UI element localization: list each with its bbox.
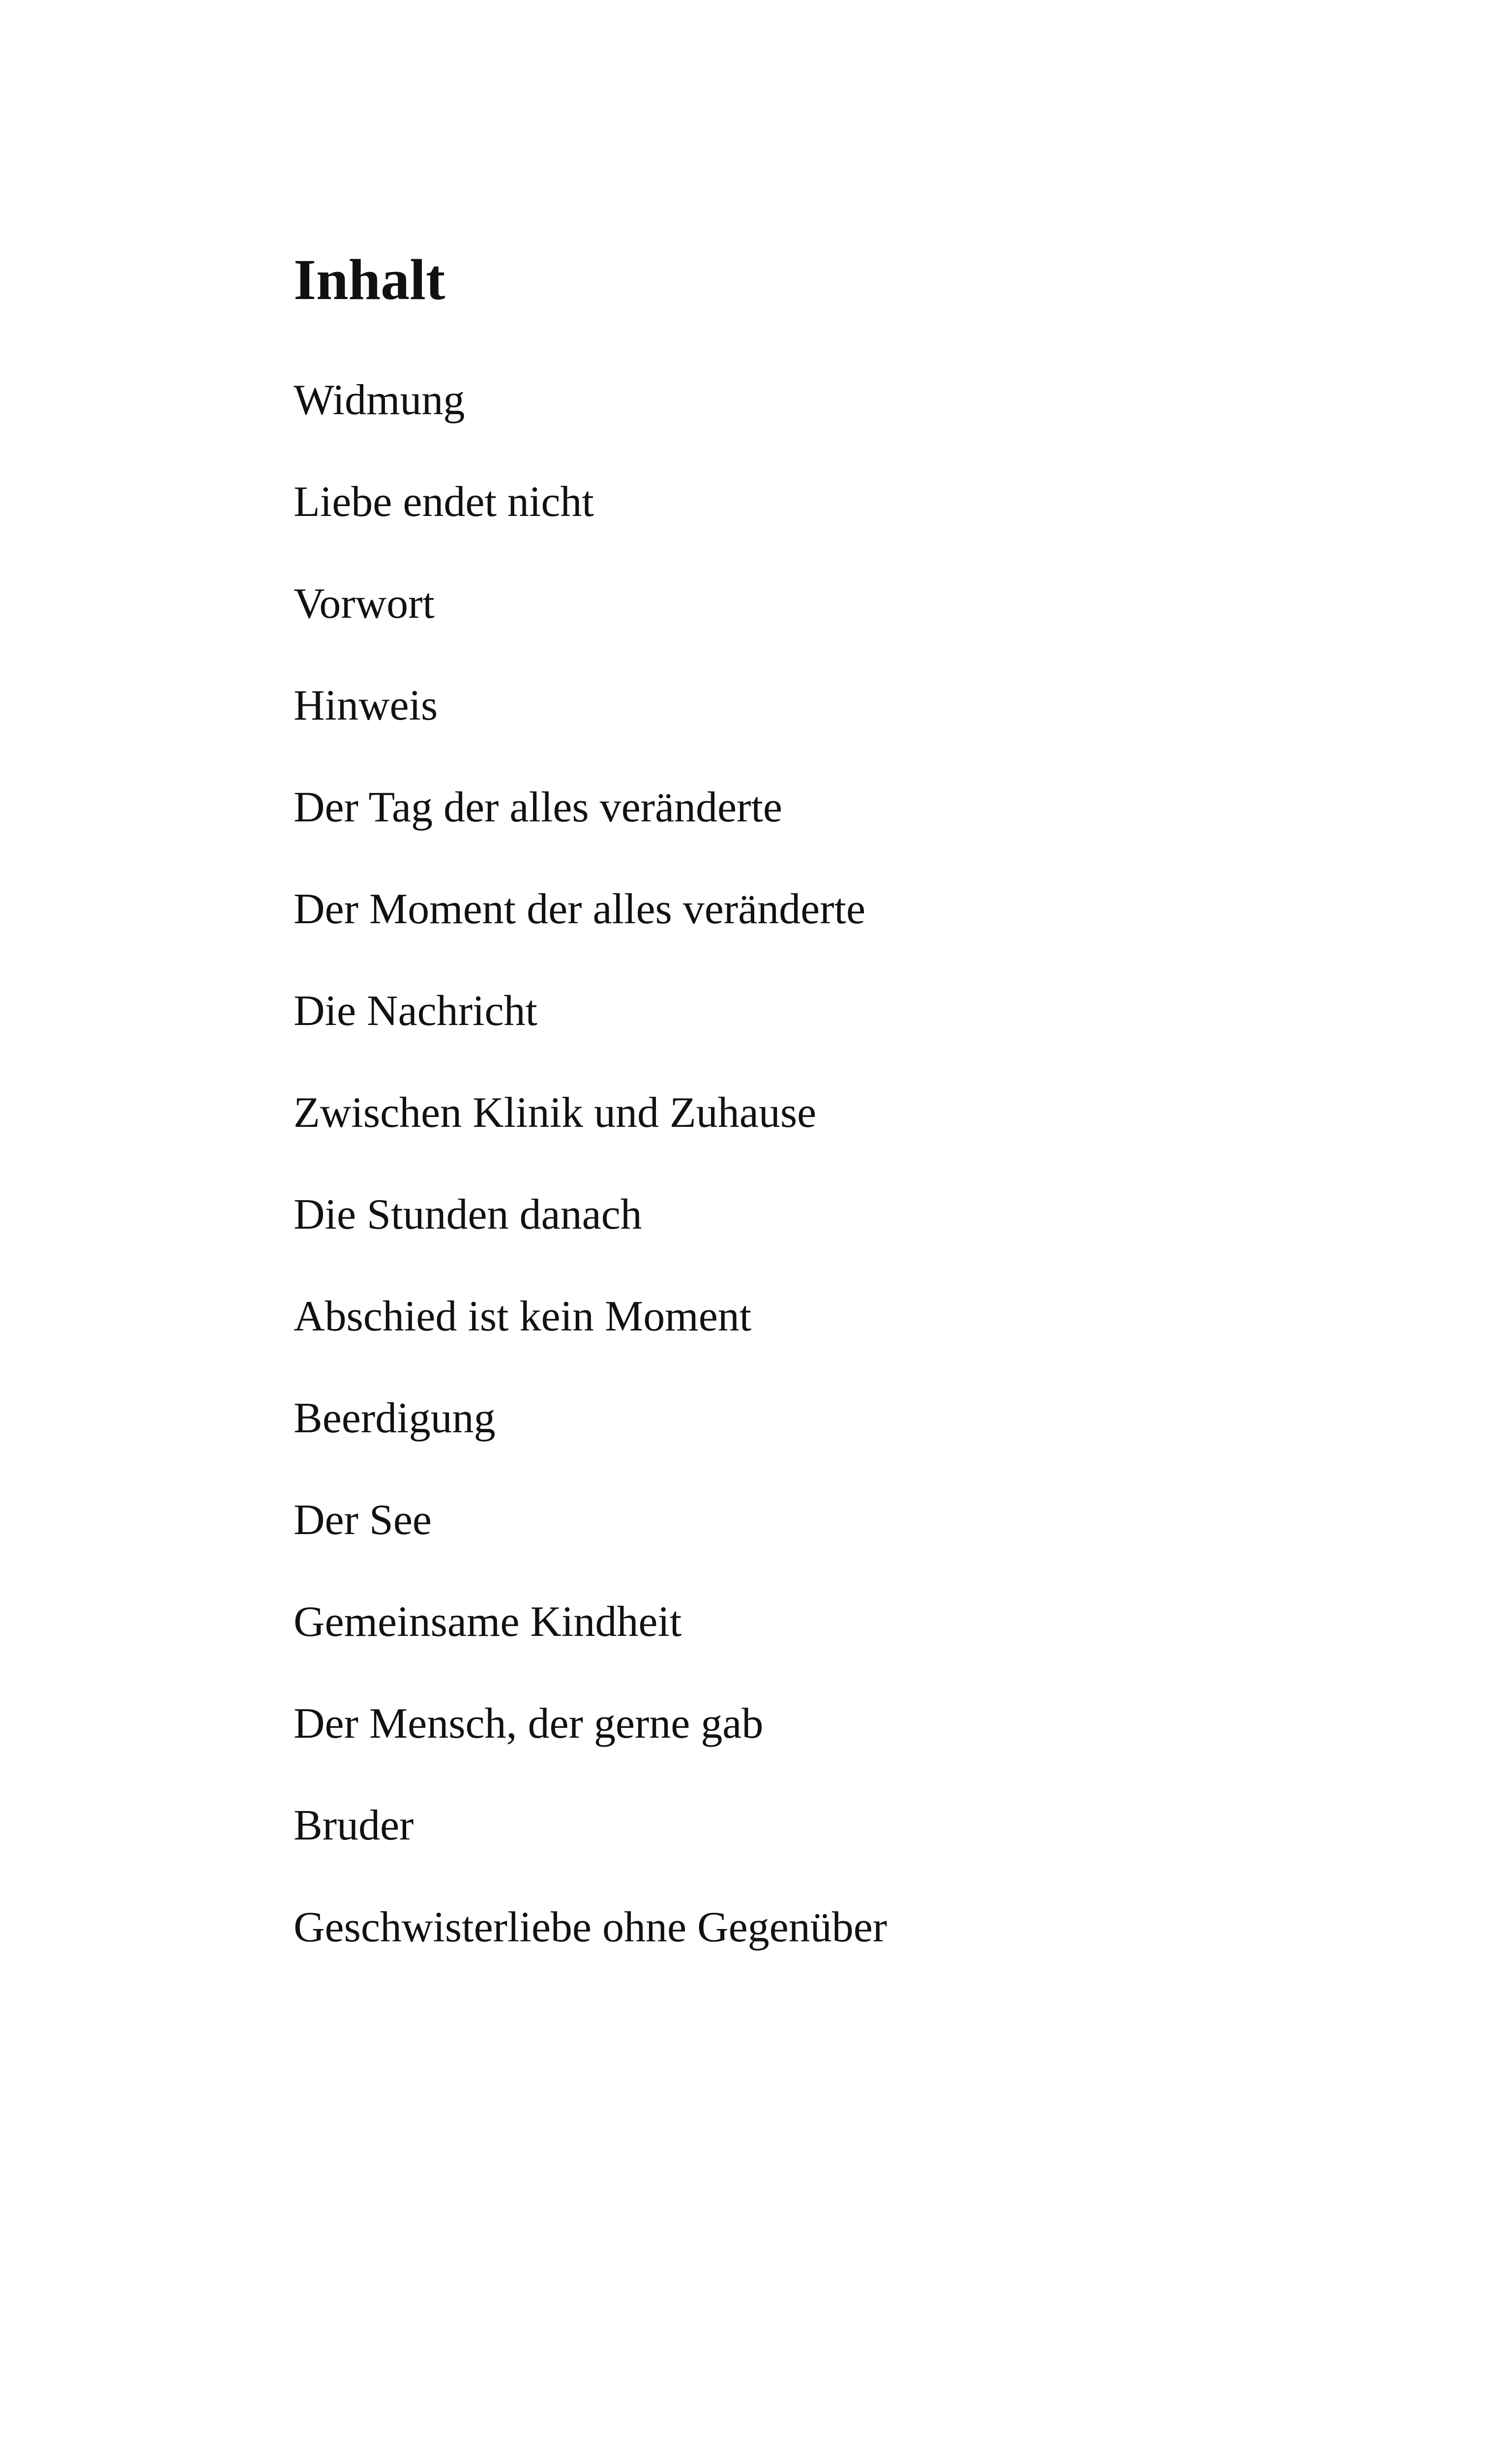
toc-item-liebe-endet-nicht[interactable]: Liebe endet nicht: [294, 478, 594, 526]
toc-item-abschied[interactable]: Abschied ist kein Moment: [294, 1293, 752, 1340]
toc-item-beerdigung[interactable]: Beerdigung: [294, 1394, 496, 1442]
toc-item-der-see[interactable]: Der See: [294, 1496, 432, 1544]
toc-item-der-moment[interactable]: Der Moment der alles veränderte: [294, 885, 866, 933]
toc-item-bruder[interactable]: Bruder: [294, 1802, 414, 1849]
toc-item-die-stunden-danach[interactable]: Die Stunden danach: [294, 1191, 642, 1238]
toc-item-die-nachricht[interactable]: Die Nachricht: [294, 987, 537, 1035]
toc-title: Inhalt: [294, 247, 445, 312]
toc-item-hinweis[interactable]: Hinweis: [294, 682, 438, 729]
toc-item-widmung[interactable]: Widmung: [294, 376, 465, 424]
toc-item-der-mensch[interactable]: Der Mensch, der gerne gab: [294, 1700, 764, 1748]
toc-item-zwischen-klinik[interactable]: Zwischen Klinik und Zuhause: [294, 1089, 817, 1137]
toc-item-der-tag[interactable]: Der Tag der alles veränderte: [294, 784, 782, 831]
toc-list: [294, 376, 888, 2008]
toc-item-geschwisterliebe[interactable]: Geschwisterliebe ohne Gegenüber: [294, 1903, 888, 1951]
toc-item-gemeinsame-kindheit[interactable]: Gemeinsame Kindheit: [294, 1598, 682, 1646]
toc-item-vorwort[interactable]: Vorwort: [294, 580, 435, 628]
